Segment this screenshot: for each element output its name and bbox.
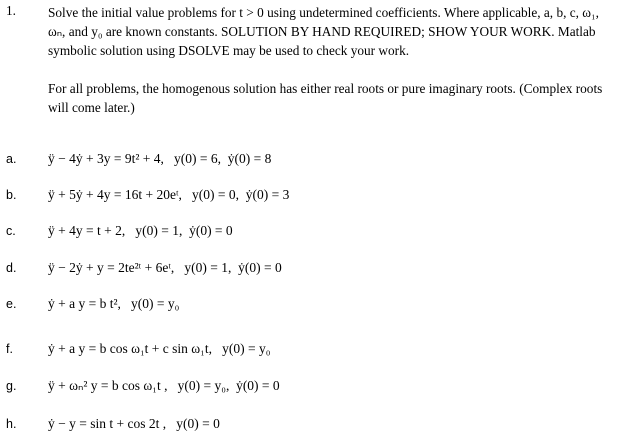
note-paragraph: For all problems, the homogenous solution has either real roots or pure imaginary roots. (Complex roots will come later.) bbox=[48, 81, 603, 115]
part-label: h. bbox=[6, 417, 17, 431]
part-label: g. bbox=[6, 379, 17, 393]
part-equation: ẏ + a y = b t², y(0) = y₀ bbox=[48, 296, 180, 311]
part-equation: ẏ − y = sin t + cos 2t , y(0) = 0 bbox=[48, 416, 220, 431]
part-label: d. bbox=[6, 261, 17, 275]
instructions-paragraph: Solve the initial value problems for t > 0 using undetermined coefficients. Where applicable, a, b, c, ω₁, ωₙ, and y₀ are known constants. SOLUTION BY HAND REQUIRED; SHOW YOUR WORK. Matlab symbolic solution using DSOLVE may be used to check your work. bbox=[48, 5, 600, 58]
part-label: a. bbox=[6, 152, 17, 166]
part-equation: ÿ − 4ẏ + 3y = 9t² + 4, y(0) = 6, ẏ(0) = 8 bbox=[48, 151, 272, 166]
part-equation: ÿ + ωₙ² y = b cos ω₁t , y(0) = y₀, ẏ(0) = 0 bbox=[48, 378, 280, 393]
part-equation: ẏ + a y = b cos ω₁t + c sin ω₁t, y(0) = y₀ bbox=[48, 341, 271, 356]
problem-number: 1. bbox=[6, 3, 16, 18]
part-label: b. bbox=[6, 188, 17, 202]
part-equation: ÿ + 5ẏ + 4y = 16t + 20eᵗ, y(0) = 0, ẏ(0) = 3 bbox=[48, 187, 290, 202]
part-label: f. bbox=[6, 342, 13, 356]
part-equation: ÿ + 4y = t + 2, y(0) = 1, ẏ(0) = 0 bbox=[48, 223, 233, 238]
part-equation: ÿ − 2ẏ + y = 2te²ᵗ + 6eᵗ, y(0) = 1, ẏ(0) = 0 bbox=[48, 260, 282, 275]
part-label: c. bbox=[6, 224, 16, 238]
part-label: e. bbox=[6, 297, 17, 311]
